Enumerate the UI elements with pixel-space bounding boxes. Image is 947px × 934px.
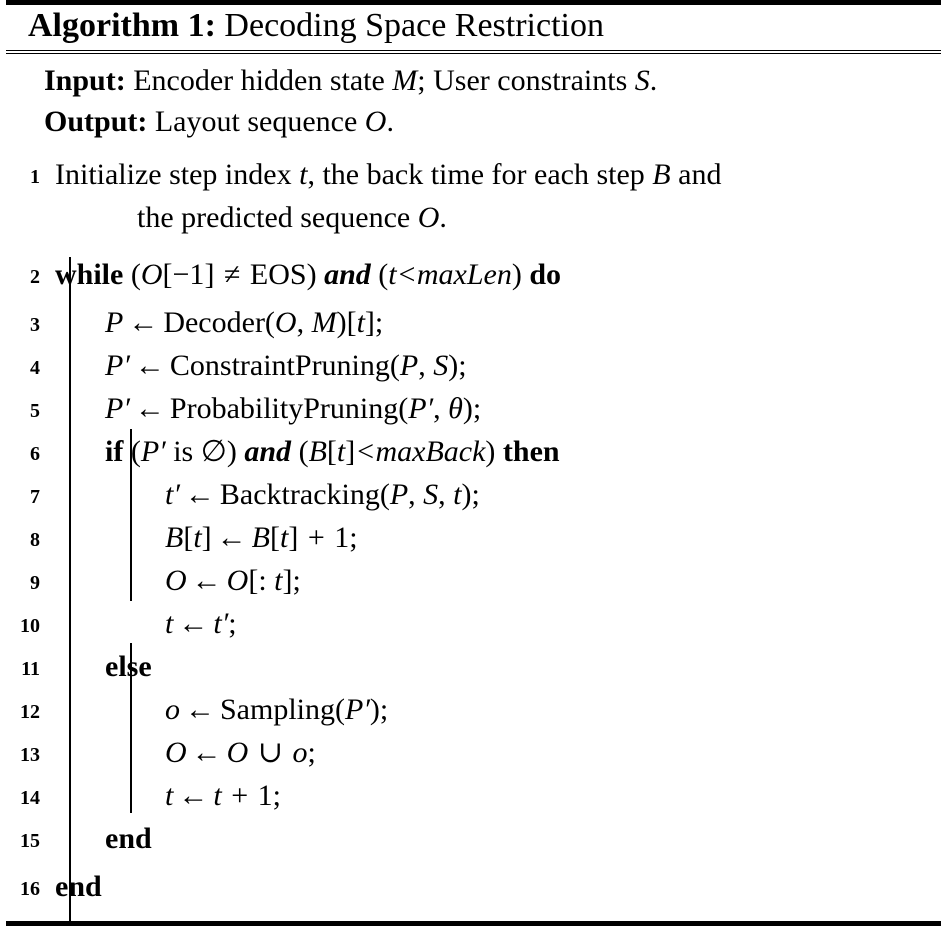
line-content: o ← Sampling(P′); [165,693,389,726]
input-label: Input: [44,64,126,97]
line-number: 12 [20,701,40,723]
algorithm-title-text: Decoding Space Restriction [224,7,604,44]
algorithm-line [0,774,947,817]
line-content: else [105,650,152,683]
line-content: P ← Decoder(O, M)[t]; [105,306,384,339]
line-number: 11 [21,658,40,680]
algorithm-title [28,5,604,47]
line-content: O ← O[: t]; [165,564,301,597]
line-number: 13 [20,744,40,766]
line-number: 8 [30,529,40,551]
output-line [44,101,657,142]
line-number: 16 [20,878,40,900]
io-block [44,60,657,142]
line-content: t ← t′; [165,607,237,640]
input-line [44,60,657,101]
algorithm-line [0,153,947,253]
algorithm-line [0,865,947,913]
line-number: 7 [30,486,40,508]
line-content: end [105,822,152,855]
line-content: if (P′ is ∅) and (B[t]<maxBack) then [105,435,560,468]
line-content: Initialize step index t, the back time for each step B and the predicted sequence O. [55,158,722,234]
algorithm-line [0,817,947,865]
algorithm-line [0,731,947,774]
algorithm-line [0,344,947,387]
line-number: 6 [30,443,40,465]
line-number: 10 [20,615,40,637]
line-number: 5 [30,400,40,422]
line-content: B[t] ← B[t] + 1; [165,521,358,554]
algorithm-line [0,430,947,473]
line-number: 15 [20,830,40,852]
line-content: O ← O ∪ o; [165,736,316,769]
algorithm-line [0,559,947,602]
line-number: 3 [30,314,40,336]
line-content: while (O[−1] ≠ EOS) and (t<maxLen) do [55,258,562,291]
algorithm-line [0,473,947,516]
line-content: P′ ← ConstraintPruning(P, S); [105,349,467,382]
title-rule [6,50,941,51]
algorithm-body [0,153,947,913]
bottom-rule [6,921,941,926]
line-content: P′ ← ProbabilityPruning(P′, θ); [105,392,482,425]
algorithm-line [0,301,947,344]
algorithm-line [0,602,947,645]
output-label: Output: [44,105,148,138]
line-content: end [55,870,102,903]
line-number: 4 [30,357,40,379]
line-number: 2 [30,266,40,288]
algorithm-line [0,516,947,559]
algorithm-line [0,645,947,688]
output-text: Layout sequence O. [154,105,394,138]
algorithm-line [0,253,947,301]
line-content: t′ ← Backtracking(P, S, t); [165,478,480,511]
algorithm-line [0,387,947,430]
line-content: t ← t + 1; [165,779,281,812]
line-number: 14 [20,787,40,809]
line-number: 1 [30,166,40,188]
algorithm-line [0,688,947,731]
algorithm-label: Algorithm 1: [28,7,216,44]
input-text: Encoder hidden state M; User constraints S. [133,64,658,97]
line-number: 9 [30,572,40,594]
